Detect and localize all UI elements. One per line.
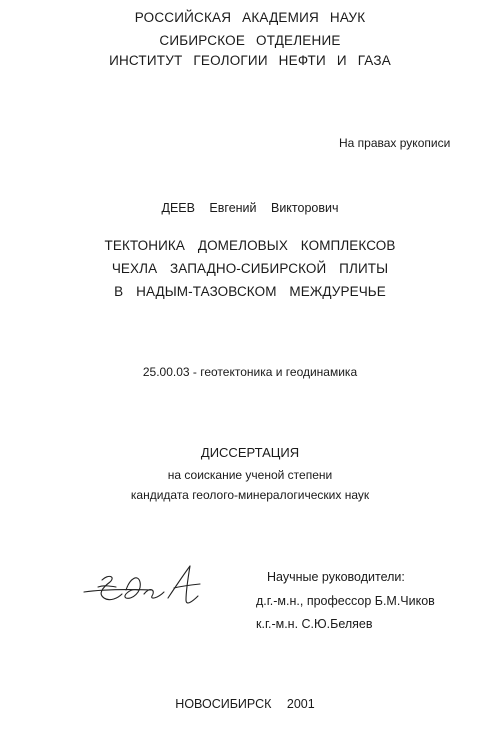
supervisor-1: д.г.-м.н., профессор Б.М.Чиков [256, 594, 435, 608]
thesis-title-line-1: ТЕКТОНИКА ДОМЕЛОВЫХ КОМПЛЕКСОВ [104, 238, 396, 253]
institution-academy: РОССИЙСКАЯ АКАДЕМИЯ НАУК [134, 10, 366, 25]
author-name: ДЕЕВ Евгений Викторович [161, 201, 339, 215]
institution-branch: СИБИРСКОЕ ОТДЕЛЕНИЕ [159, 33, 341, 48]
author-signature [80, 560, 210, 615]
thesis-title-line-3: В НАДЫМ-ТАЗОВСКОМ МЕЖДУРЕЧЬЕ [114, 284, 386, 299]
supervisor-2: к.г.-м.н. С.Ю.Беляев [256, 617, 373, 631]
rights-note: На правах рукописи [339, 136, 451, 150]
city-year: НОВОСИБИРСК 2001 [175, 697, 315, 711]
specialty-code: 25.00.03 - геотектоника и геодинамика [142, 365, 358, 379]
thesis-title-line-2: ЧЕХЛА ЗАПАДНО-СИБИРСКОЙ ПЛИТЫ [111, 261, 389, 276]
supervisors-heading: Научные руководители: [267, 570, 405, 584]
degree-line-1: на соискание ученой степени [167, 468, 333, 482]
degree-line-2: кандидата геолого-минералогических наук [130, 488, 370, 502]
institution-institute: ИНСТИТУТ ГЕОЛОГИИ НЕФТИ И ГАЗА [109, 53, 391, 68]
dissertation-heading: ДИССЕРТАЦИЯ [200, 445, 300, 460]
